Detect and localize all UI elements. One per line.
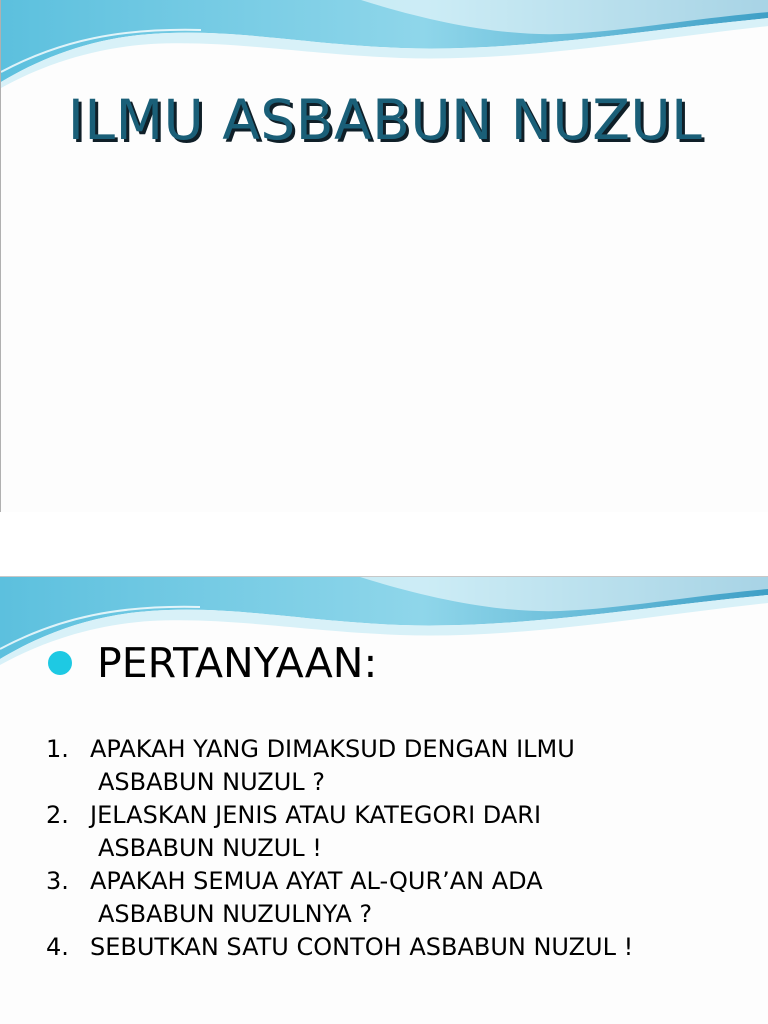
bullet-dot-icon — [48, 651, 72, 675]
wave-header-decoration — [1, 0, 768, 90]
question-number: 2. — [46, 801, 69, 829]
question-line: SEBUTKAN SATU CONTOH ASBABUN NUZUL ! — [90, 933, 634, 961]
slide-gap — [0, 512, 768, 576]
bullet-heading-text: PERTANYAAN: — [97, 639, 378, 687]
question-number: 4. — [46, 933, 69, 961]
bullet-heading — [48, 639, 377, 687]
question-line: ASBABUN NUZUL ! — [98, 834, 322, 862]
slide-2 — [0, 576, 768, 1024]
question-number: 3. — [46, 867, 69, 895]
question-line: APAKAH YANG DIMAKSUD DENGAN ILMU — [90, 735, 575, 763]
question-item — [46, 931, 746, 964]
question-text — [90, 931, 746, 964]
question-text — [90, 799, 746, 865]
question-number: 1. — [46, 735, 69, 763]
question-line: ASBABUN NUZULNYA ? — [98, 900, 373, 928]
question-text — [90, 865, 746, 931]
question-item — [46, 865, 746, 931]
question-line: JELASKAN JENIS ATAU KATEGORI DARI — [90, 801, 542, 829]
page-title: ILMU ASBABUN NUZUL — [67, 88, 703, 152]
question-line: APAKAH SEMUA AYAT AL-QUR’AN ADA — [90, 867, 543, 895]
question-item — [46, 799, 746, 865]
question-item — [46, 733, 746, 799]
question-line: ASBABUN NUZUL ? — [98, 768, 325, 796]
question-text — [90, 733, 746, 799]
question-list — [46, 733, 746, 964]
